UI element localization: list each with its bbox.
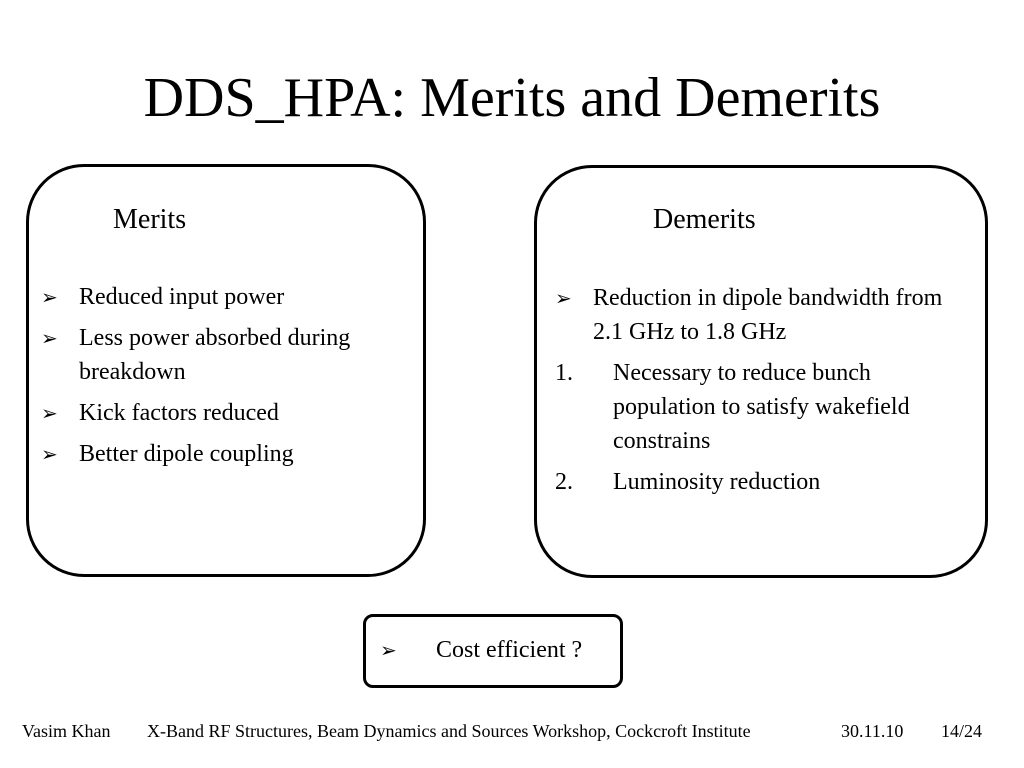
arrow-bullet-icon: ➢ (380, 638, 397, 662)
merits-list (41, 280, 411, 478)
demerits-list-item (555, 281, 975, 349)
cost-callout-text: Cost efficient ? (436, 637, 583, 663)
arrow-bullet-icon: ➢ (41, 442, 58, 466)
arrow-bullet-icon: ➢ (555, 286, 572, 310)
demerits-box (534, 165, 988, 578)
merits-heading: Merits (113, 204, 187, 235)
demerits-item-text: Reduction in dipole bandwidth from 2.1 GHz to 1.8 GHz (593, 285, 943, 345)
merits-list-item (41, 437, 411, 471)
demerits-heading: Demerits (653, 204, 756, 235)
footer-page-number: 14/24 (941, 721, 983, 741)
cost-callout-box (363, 614, 623, 688)
slide-footer (0, 719, 1024, 743)
merits-box (26, 164, 426, 577)
arrow-bullet-icon: ➢ (41, 285, 58, 309)
merits-item-text: Better dipole coupling (79, 441, 294, 467)
merits-item-text: Less power absorbed during breakdown (79, 325, 351, 385)
merits-list-item (41, 321, 411, 389)
arrow-bullet-icon: ➢ (41, 326, 58, 350)
demerits-bullet-list (555, 281, 975, 356)
demerits-numbered-item (555, 356, 975, 458)
demerits-numbered-text: Luminosity reduction (613, 469, 821, 495)
footer-event: X-Band RF Structures, Beam Dynamics and Sources Workshop, Cockcroft Institute (147, 721, 751, 741)
demerits-numbered-item (555, 465, 975, 499)
demerits-numbered-list (555, 356, 975, 506)
footer-date: 30.11.10 (841, 721, 904, 741)
footer-author: Vasim Khan (22, 721, 111, 741)
slide-title: DDS_HPA: Merits and Demerits (143, 67, 881, 129)
arrow-bullet-icon: ➢ (41, 401, 58, 425)
merits-item-text: Kick factors reduced (79, 400, 279, 426)
item-number: 1. (555, 360, 573, 386)
merits-item-text: Reduced input power (79, 284, 285, 310)
merits-list-item (41, 280, 411, 314)
demerits-numbered-text: Necessary to reduce bunch population to satisfy wakefield constrains (613, 360, 910, 454)
merits-list-item (41, 396, 411, 430)
item-number: 2. (555, 469, 573, 495)
